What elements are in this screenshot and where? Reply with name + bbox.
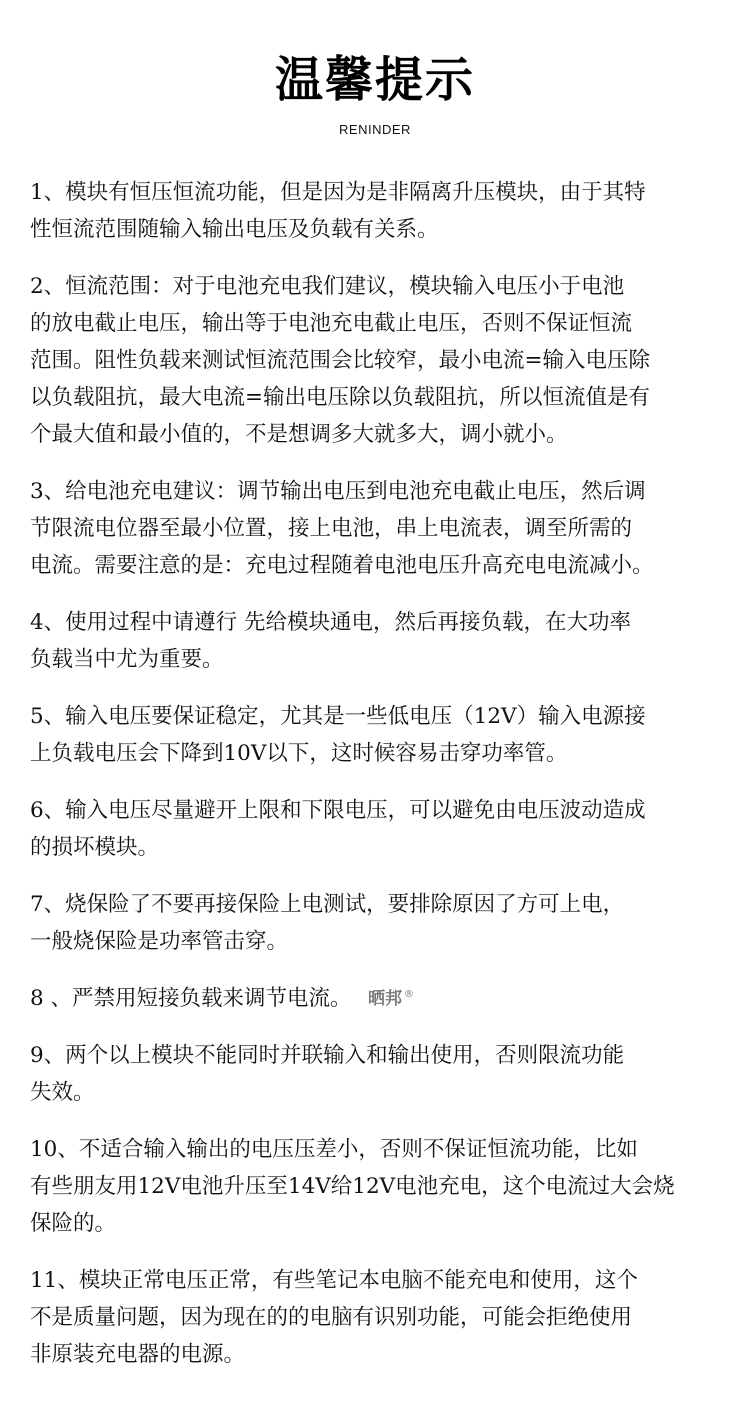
note-line: 6、输入电压尽量避开上限和下限电压，可以避免由电压波动造成 [30, 798, 646, 823]
note-line: 1、模块有恒压恒流功能，但是因为是非隔离升压模块，由于其特 [30, 180, 646, 205]
note-line: 负载当中尤为重要。 [30, 647, 224, 672]
note-line: 上负载电压会下降到10V以下，这时候容易击穿功率管。 [30, 741, 568, 766]
note-item [30, 473, 746, 584]
note-line: 不是质量问题，因为现在的的电脑有识别功能，可能会拒绝使用 [30, 1305, 633, 1330]
note-item [30, 1262, 746, 1373]
note-line: 范围。阻性负载来测试恒流范围会比较窄，最小电流=输入电压除 [30, 348, 651, 373]
watermark-logo [368, 984, 414, 1010]
note-line: 失效。 [30, 1080, 95, 1105]
note-item [30, 174, 746, 248]
note-line: 2、恒流范围：对于电池充电我们建议，模块输入电压小于电池 [30, 274, 625, 299]
registered-mark: ® [404, 989, 414, 1000]
note-line: 3、给电池充电建议：调节输出电压到电池充电截止电压，然后调 [30, 479, 646, 504]
note-item [30, 698, 746, 772]
note-line: 5、输入电压要保证稳定，尤其是一些低电压（12V）输入电源接 [30, 704, 646, 729]
page-subtitle: RENINDER [339, 122, 411, 137]
note-line: 8 、严禁用短接负载来调节电流。 [30, 986, 352, 1011]
note-line: 9、两个以上模块不能同时并联输入和输出使用，否则限流功能 [30, 1043, 625, 1068]
note-line: 的放电截止电压，输出等于电池充电截止电压，否则不保证恒流 [30, 311, 633, 336]
note-line: 非原装充电器的电源。 [30, 1342, 246, 1367]
note-line: 节限流电位器至最小位置，接上电池，串上电流表，调至所需的 [30, 516, 633, 541]
note-line: 7、烧保险了不要再接保险上电测试，要排除原因了方可上电， [30, 892, 625, 917]
note-line: 电流。需要注意的是：充电过程随着电池电压升高充电电流减小。 [30, 553, 654, 578]
note-line: 一般烧保险是功率管击穿。 [30, 929, 289, 954]
note-item [30, 268, 746, 453]
note-line: 10、不适合输入输出的电压压差小，否则不保证恒流功能，比如 [30, 1137, 638, 1162]
note-item [30, 792, 746, 866]
note-line: 个最大值和最小值的，不是想调多大就多大，调小就小。 [30, 422, 568, 447]
note-line: 11、模块正常电压正常，有些笔记本电脑不能充电和使用，这个 [30, 1268, 638, 1293]
notes-list [30, 174, 746, 1393]
note-line: 保险的。 [30, 1211, 117, 1236]
note-item [30, 1037, 746, 1111]
note-line: 4、使用过程中请遵行 先给模块通电，然后再接负载，在大功率 [30, 610, 632, 635]
note-line: 性恒流范围随输入输出电压及负载有关系。 [30, 217, 439, 242]
note-line: 以负载阻抗，最大电流=输出电压除以负载阻抗，所以恒流值是有 [30, 385, 651, 410]
note-item [30, 1131, 746, 1242]
note-item [30, 886, 746, 960]
watermark-text: 晒邦 [368, 989, 402, 1009]
page-title: 温馨提示 [274, 52, 475, 108]
note-item [30, 604, 746, 678]
note-line: 的损坏模块。 [30, 835, 160, 860]
note-line: 有些朋友用12V电池升压至14V给12V电池充电，这个电流过大会烧 [30, 1174, 675, 1199]
